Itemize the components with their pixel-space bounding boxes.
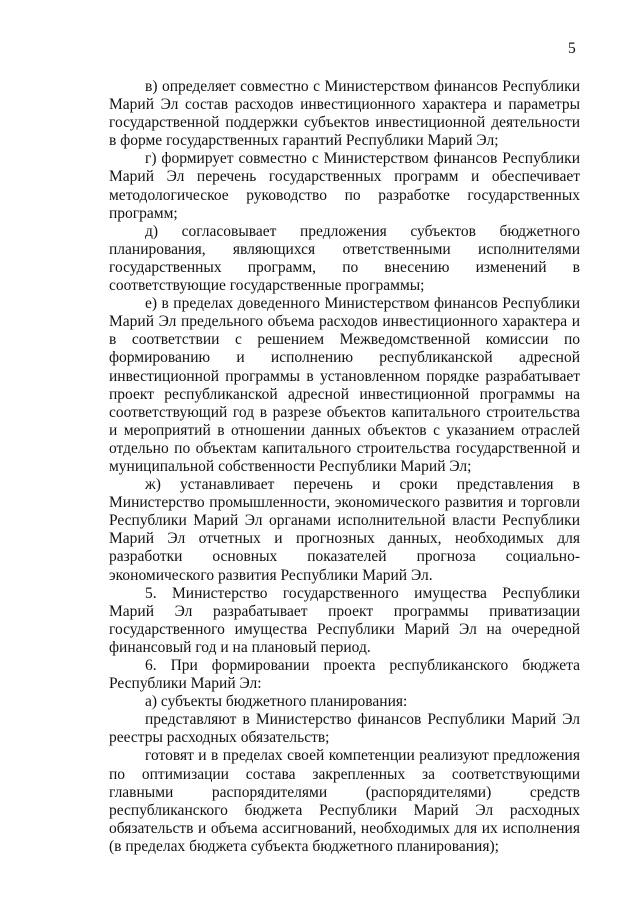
paragraph-a-optimization: готовят и в пределах своей компетенции реализуют предложения по оптимизации состава закрепленных за соответствующими главными распорядителями (распорядителями) средств республиканского бюджета Республики Марий Эл расходных обязательств и объема ассигнований, необходимых для их исполнения (в пределах бюджета субъекта бюджетного планирования); bbox=[109, 747, 580, 855]
paragraph-a-registers: представляют в Министерство финансов Республики Марий Эл реестры расходных обязательств; bbox=[109, 711, 580, 747]
paragraph-6: 6. При формировании проекта республиканского бюджета Республики Марий Эл: bbox=[109, 657, 580, 693]
paragraph-a: а) субъекты бюджетного планирования: bbox=[145, 693, 408, 711]
paragraph-g: г) формирует совместно с Министерством финансов Республики Марий Эл перечень государственных программ и обеспечивает методологическое руководство по разработке государственных программ; bbox=[109, 150, 580, 222]
paragraph-zh: ж) устанавливает перечень и сроки представления в Министерство промышленности, экономического развития и торговли Республики Марий Эл органами исполнительной власти Республики Марий Эл отчетных и прогнозных данных, необходимых для разработки основных показателей прогноза социально-экономического развития Республики Марий Эл. bbox=[109, 476, 580, 584]
paragraph-e: е) в пределах доведенного Министерством финансов Республики Марий Эл предельного объема расходов инвестиционного характера и в соответствии с решением Межведомственной комиссии по формированию и исполнению республиканской адресной инвестиционной программы в установленном порядке разрабатывает проект республиканской адресной инвестиционной программы на соответствующий год в разрезе объектов капитального строительства и мероприятий в отношении данных объектов с указанием отраслей отдельно по объектам капитального строительства государственной и муниципальной собственности Республики Марий Эл; bbox=[109, 295, 580, 475]
document-body bbox=[109, 78, 580, 856]
paragraph-v: в) определяет совместно с Министерством финансов Республики Марий Эл состав расходов инвестиционного характера и параметры государственной поддержки субъектов инвестиционной деятельности в форме государственных гарантий Республики Марий Эл; bbox=[109, 78, 580, 150]
page-number: 5 bbox=[568, 40, 576, 57]
paragraph-5: 5. Министерство государственного имущества Республики Марий Эл разрабатывает проект программы приватизации государственного имущества Республики Марий Эл на очередной финансовый год и на плановый период. bbox=[109, 584, 580, 656]
paragraph-d: д) согласовывает предложения субъектов бюджетного планирования, являющихся ответственными исполнителями государственных программ, по внесению изменений в соответствующие государственные программы; bbox=[109, 222, 580, 295]
